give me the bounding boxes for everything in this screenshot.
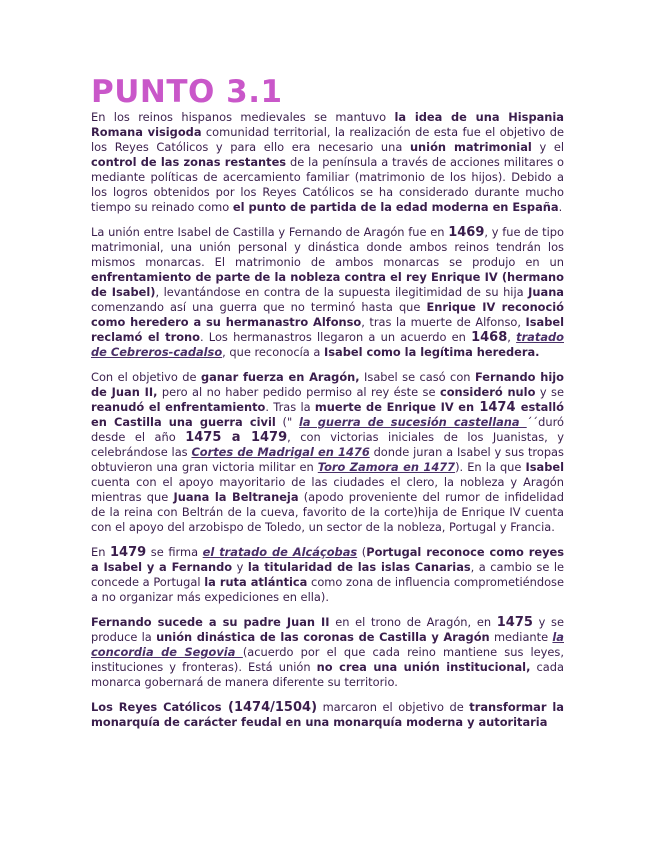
text: La unión entre Isabel de Castilla y Fernando de Aragón fue en [91,225,449,239]
paragraph-1 [91,110,564,215]
text: . Tras la [265,400,315,414]
bold-text: la ruta atlántica [204,575,308,589]
bold-text: control de las zonas restantes [91,155,287,169]
page-title: PUNTO 3.1 [91,74,283,110]
text: donde juran a Isabel y sus tropas obtuvieron una gran victoria militar en [91,445,564,474]
paragraph-4 [91,545,564,605]
bold-text: enfrentamiento de parte de la nobleza contra el rey Enrique IV (hermano de Isabel) [91,270,564,299]
text: ( [357,545,367,559]
year: 1469 [448,225,485,240]
text: mediante [489,630,553,644]
bold-text: la titularidad de las islas Canarias [247,560,471,574]
bold-text: Fernando sucede a su padre Juan II [91,615,330,629]
text: en el trono de Aragón, en [329,615,497,629]
text: En los reinos hispanos medievales se mantuvo [91,110,395,124]
text: , con victorias iniciales de los Juanistas, y celebrándose las [91,430,564,459]
bold-text: unión matrimonial [409,140,532,154]
bold-text: estalló en Castilla una guerra civil [91,400,564,429]
cortes-link[interactable]: Cortes de Madrigal en 1476 [191,445,370,459]
bold-text: Isabel como la legítima heredera. [323,345,540,359]
text: ). En la que [455,460,526,474]
bold-text: Juana [528,285,564,299]
text: , [507,330,517,344]
treaty-link[interactable]: tratado de Cebreros-cadalso [91,330,564,359]
bold-text: no crea una unión institucional, [316,660,531,674]
text: cuenta con el apoyo mayoritario de las ciudades el clero, la nobleza y Aragón mientras que [91,475,564,504]
text: y el [531,140,564,154]
text: Con el objetivo de [91,370,201,384]
text: . Los hermanastros llegaron a un acuerdo en [199,330,472,344]
bold-text: Isabel [525,460,564,474]
segovia-link[interactable]: la concordia de Segovia [91,630,564,659]
bold-text: Fernando hijo de Juan II, [91,370,564,399]
year: 1479 [110,545,147,560]
toro-link[interactable]: Toro Zamora en 1477 [317,460,456,474]
text: , que reconocía a [222,345,324,359]
text: comenzando así una guerra que no terminó hasta que [91,300,427,314]
text: ´´duró desde el año [91,415,564,444]
bold-text: Isabel reclamó el trono [91,315,564,344]
war-link[interactable]: la guerra de sucesión castellana [299,415,527,429]
text: y se [535,385,565,399]
year: 1468 [471,330,508,345]
bold-text: el punto de partida de la edad moderna en España [232,200,559,214]
text: y se produce la [91,615,564,644]
text: se firma [146,545,203,559]
bold-text: la idea de una Hispania Romana visigoda [91,110,564,139]
text: , y fue de tipo matrimonial, una unión personal y dinástica donde ambos reinos tendrán los mismos monarcas. El matrimonio de ambos monarcas se produjo en un [91,225,564,269]
paragraph-3 [91,370,564,535]
year: 1475 a 1479 [185,430,288,445]
alcacobas-link[interactable]: el tratado de Alcáçobas [202,545,358,559]
bold-text: transformar la monarquía de carácter feudal en una monarquía moderna y autoritaria [91,700,564,729]
text: comunidad territorial, la realización de esta fue el objetivo de los Reyes Católicos y para ello era necesario una [91,125,565,154]
text: como zona de influencia comprometiéndose a no organizar más expediciones en ella). [91,575,564,604]
bold-text: muerte de Enrique IV en [314,400,475,414]
text: , levantándose en contra de la supuesta ilegitimidad de su hija [155,285,529,299]
text: En [91,545,111,559]
text: y [232,560,248,574]
year: 1474 [474,400,521,415]
text: pero al no haber pedido permiso al rey éste se [157,385,440,399]
text: , tras la muerte de Alfonso, [361,315,526,329]
bold-text: Portugal reconoce como reyes a Isabel y a Fernando [91,545,565,574]
document-body [91,74,564,740]
text: (apodo proveniente del rumor de infidelidad de la reina con Beltrán de la cueva, favorito de la corte)hija de Enrique IV cuenta con el apoyo del arzobispo de Toledo, un sector de la nobleza, Portugal y Francia. [91,490,564,534]
bold-text: ganar fuerza en Aragón, [200,370,360,384]
bold-text: Juana la Beltraneja [173,490,299,504]
text: (acuerdo por el que cada reino mantiene sus leyes, instituciones y fronteras). Está unión [91,645,564,674]
year: (1474/1504) [221,700,318,715]
paragraph-6 [91,700,564,730]
text: . [558,200,563,214]
bold-text: reanudó el enfrentamiento [91,400,266,414]
text: cada monarca gobernará de manera diferente su territorio. [91,660,564,689]
text: , a cambio se le concede a Portugal [91,560,564,589]
text: de la península a través de acciones militares o mediante políticas de acercamiento familiar (matrimonio de los hijos). Debido a los logros obtenidos por los Reyes Católicos se ha considerado durante mucho tiempo su reinado como [91,155,565,214]
paragraph-2 [91,225,564,360]
year: 1475 [496,615,533,630]
paragraph-5 [91,615,564,690]
bold-text: unión dinástica de las coronas de Castilla y Aragón [156,630,490,644]
text: (" [275,415,300,429]
text: marcaron el objetivo de [317,700,470,714]
bold-text: Enrique IV reconoció como heredero a su hermanastro Alfonso [91,300,564,329]
bold-text: consideró nulo [439,385,536,399]
text: Isabel se casó con [359,370,475,384]
bold-text: Los Reyes Católicos [91,700,222,714]
